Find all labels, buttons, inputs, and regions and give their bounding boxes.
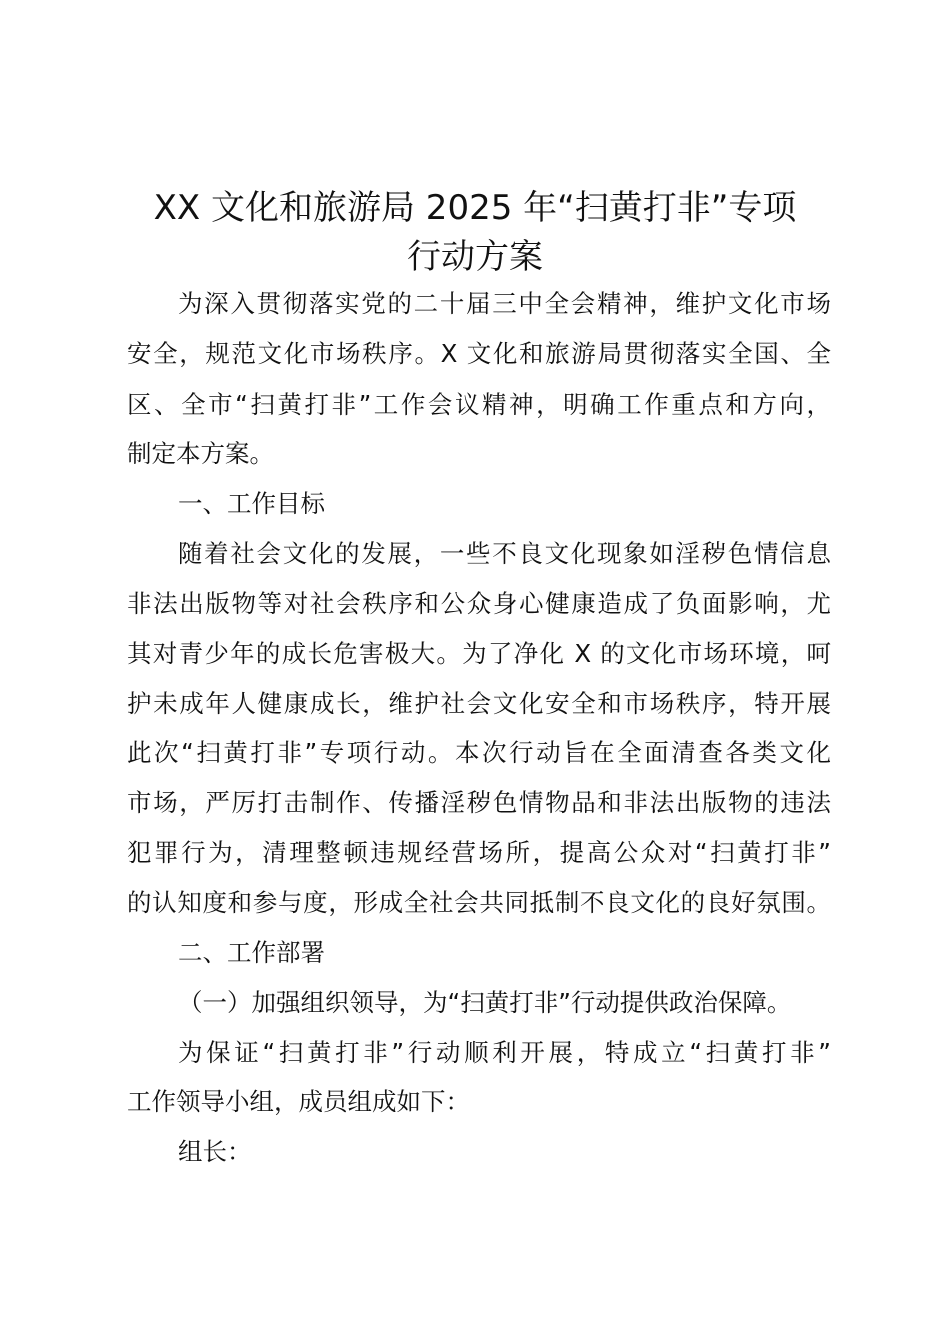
document-title-line-2: 行动方案 — [407, 237, 543, 277]
subsection-1-line-2: 工作领导小组，成员组成如下： — [127, 1087, 470, 1116]
section-1-line-2: 非法出版物等对社会秩序和公众身心健康造成了负面影响，尤 — [127, 589, 831, 618]
section-1-line-8: 的认知度和参与度，形成全社会共同抵制不良文化的良好氛围。 — [127, 888, 831, 917]
subsection-1-heading: （一）加强组织领导，为“扫黄打非”行动提供政治保障。 — [178, 988, 792, 1017]
intro-line-4: 制定本方案。 — [127, 439, 274, 468]
section-1-heading: 一、工作目标 — [178, 489, 325, 518]
section-1-line-5: 此次“扫黄打非”专项行动。本次行动旨在全面清查各类文化 — [127, 738, 831, 767]
leader-label: 组长： — [178, 1137, 252, 1166]
section-1-line-4: 护未成年人健康成长，维护社会文化安全和市场秩序，特开展 — [127, 689, 831, 718]
intro-line-2: 安全，规范文化市场秩序。X 文化和旅游局贯彻落实全国、全 — [127, 339, 831, 368]
section-1-line-3: 其对青少年的成长危害极大。为了净化 X 的文化市场环境，呵 — [127, 639, 831, 668]
intro-line-1: 为深入贯彻落实党的二十届三中全会精神，维护文化市场 — [178, 289, 831, 318]
section-1-line-1: 随着社会文化的发展，一些不良文化现象如淫秽色情信息 — [178, 539, 831, 568]
section-1-line-7: 犯罪行为，清理整顿违规经营场所，提高公众对“扫黄打非” — [127, 838, 831, 867]
document-title-line-1: XX 文化和旅游局 2025 年“扫黄打非”专项 — [153, 188, 797, 228]
section-1-line-6: 市场，严厉打击制作、传播淫秽色情物品和非法出版物的违法 — [127, 788, 831, 817]
section-2-heading: 二、工作部署 — [178, 938, 325, 967]
intro-line-3: 区、全市“扫黄打非”工作会议精神，明确工作重点和方向， — [127, 390, 831, 419]
subsection-1-line-1: 为保证“扫黄打非”行动顺利开展，特成立“扫黄打非” — [178, 1038, 831, 1067]
